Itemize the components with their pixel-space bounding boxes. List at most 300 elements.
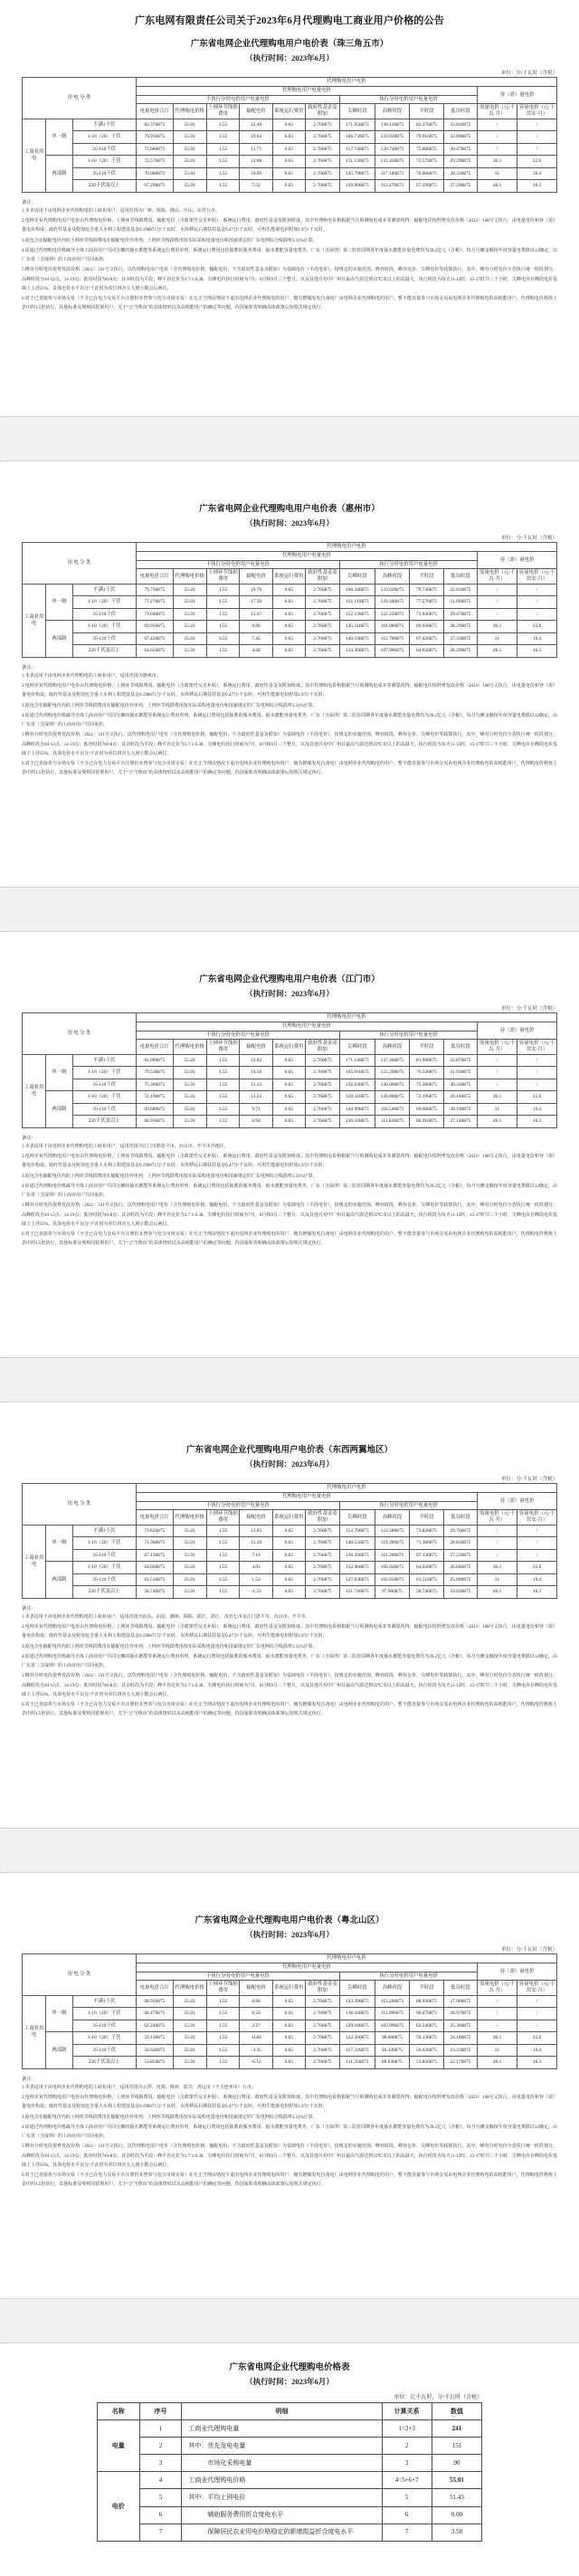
price-cell: 26.1 [478, 180, 517, 193]
price-cell: 31 [478, 1573, 517, 1586]
price-cell: 26.1 [478, 1586, 517, 1599]
price-table-row [23, 1054, 557, 1067]
header-col-gov-fund: 政府性基金及附加 [306, 1040, 340, 1055]
price-cell: 32.016875 [443, 584, 477, 596]
note-item: 1.本表适用于由电网企业代理购电的工商业用户，适用范围为惠州市。 [22, 673, 161, 679]
price-cell: 29.476875 [443, 608, 477, 621]
voltage-label: 35-110千伏 [72, 608, 136, 621]
price-cell: 68.936875 [410, 1995, 443, 2008]
price-cell: 151.136875 [340, 156, 375, 168]
price-cell: 11.39 [240, 1537, 272, 1550]
row-system-label: 两部制 [46, 1562, 72, 1599]
price-cell: 103.996875 [375, 2020, 410, 2032]
price-cell: 12.60 [240, 156, 272, 168]
price-cell: -1.23 [240, 1586, 272, 1599]
price-cell: 82.376875 [410, 119, 443, 131]
price-table-row [23, 2008, 557, 2020]
price-cell: 0.65 [272, 2020, 305, 2032]
price-cell: 55.01 [173, 621, 206, 633]
price-cell: 31 [478, 167, 517, 180]
price-cell: 0.65 [272, 1067, 305, 1079]
price-table-row [23, 2032, 557, 2045]
price-cell: 112.706875 [375, 632, 410, 645]
price-cell: 22.40 [240, 119, 272, 131]
price-cell: 1.55 [206, 584, 240, 596]
page-5 [0, 1873, 579, 2298]
price-cell: 16.3 [517, 1586, 557, 1599]
voltage-label: 35-110千伏 [72, 2020, 136, 2032]
voltage-label: 1-10（20）千伏 [72, 131, 136, 144]
header-col-transmission: 输配电价 [240, 1510, 272, 1526]
header-tou-group: 执行分时电价用户电量电价 [340, 1501, 478, 1510]
header-use-class: 用 电 分 类 [23, 1013, 137, 1055]
price-cell: 119.396875 [375, 1537, 410, 1550]
price-cell: / [478, 131, 517, 144]
price-cell: 55.01 [173, 632, 206, 645]
header-tou-group: 执行分时电价用户电量电价 [340, 560, 478, 569]
summary-no: 5 [139, 2489, 182, 2506]
price-cell: 144.996875 [340, 1103, 375, 1116]
price-cell: 1.55 [206, 1091, 240, 1104]
price-table [22, 1483, 557, 1599]
price-table-section [22, 36, 557, 314]
header-col-agency-price: 代理购电价格 [173, 1510, 206, 1526]
price-cell: 1.55 [206, 632, 240, 645]
price-cell: 36.1 [478, 1562, 517, 1574]
price-cell: 29.146875 [443, 1091, 477, 1104]
price-cell: 134.306875 [340, 645, 375, 658]
price-cell: 9.96 [240, 621, 272, 633]
price-cell: 2.766875 [306, 1116, 340, 1128]
price-cell: 36.1 [478, 156, 517, 168]
price-cell: 0.65 [272, 1537, 305, 1550]
price-cell: 53.856875 [410, 2057, 443, 2069]
price-cell: 55.01 [173, 167, 206, 180]
header-use-class: 用 电 分 类 [23, 543, 137, 585]
price-cell: 27.906875 [443, 1995, 477, 2008]
header-col-sharp-peak: 尖峰时段 [340, 1510, 375, 1526]
price-cell: 75.306875 [410, 1079, 443, 1091]
price-cell: 19.4 [517, 167, 557, 180]
summary-col-value: 数值 [432, 2403, 481, 2420]
price-cell: 55.01 [173, 156, 206, 168]
header-col-capacity-price: 容量电价（元/千伏安·月） [517, 569, 557, 585]
summary-relation: 2 [382, 2438, 432, 2455]
price-cell: 0.65 [272, 1054, 305, 1067]
price-cell: 2.766875 [306, 2044, 340, 2057]
price-cell: 6.94 [240, 1116, 272, 1128]
price-cell: 98.606875 [375, 2032, 410, 2045]
price-cell: 122.566875 [340, 2032, 375, 2045]
row-group-label: 工商业用电 [23, 584, 46, 657]
voltage-label: 1-10（20）千伏 [72, 2032, 136, 2045]
price-cell: 19.4 [517, 1573, 557, 1586]
price-cell: 55.01 [173, 645, 206, 658]
price-cell: 71.366875 [136, 1537, 173, 1550]
page-1 [0, 0, 579, 416]
price-cell: 24.036875 [443, 1586, 477, 1599]
price-cell: 23.236875 [443, 2044, 477, 2057]
price-table-section [22, 1913, 557, 2191]
price-cell: 165.916875 [340, 1067, 375, 1079]
price-cell: 0.65 [272, 143, 305, 156]
summary-table-header [97, 2403, 481, 2420]
price-table-row [23, 645, 557, 658]
summary-relation: 5 [382, 2489, 432, 2506]
summary-value: 90 [432, 2455, 481, 2472]
price-cell: 66.916875 [136, 1116, 173, 1128]
summary-detail: 辅助服务费用折合度电水平 [182, 2506, 382, 2524]
note-item: 1.本表适用于由电网企业代理购电的工商业用户，适用范围为汕头、汕尾、潮州、揭阳、阳江、湛江、茂名七市及江门恩平市、台山市、开平市。 [22, 1614, 310, 1620]
note-item: 1.本表适用于由电网企业代理购电的工商业用户，适用范围为广州、珠海、佛山、中山、东莞五市。 [22, 208, 220, 214]
price-cell: 2.766875 [306, 1573, 340, 1586]
price-cell: 1.55 [206, 131, 240, 144]
price-cell: / [517, 596, 557, 609]
price-table-row [23, 1537, 557, 1550]
notes-label: 备注： [22, 664, 36, 670]
voltage-label: 不满1千伏 [72, 584, 136, 596]
header-energy: 代理购电用户电量电价 [136, 1492, 477, 1501]
price-cell: 31.936875 [443, 1067, 477, 1079]
price-cell: 55.01 [173, 1091, 206, 1104]
price-table-row [23, 2020, 557, 2032]
price-cell: 2.766875 [306, 180, 340, 193]
price-cell: 2.766875 [306, 2008, 340, 2020]
price-cell: 1.55 [206, 2057, 240, 2069]
row-system-label: 两部制 [46, 2032, 72, 2069]
price-cell: 55.01 [173, 1079, 206, 1091]
header-col-gov-fund: 政府性基金及附加 [306, 1981, 340, 1996]
price-cell: 55.01 [173, 2032, 206, 2045]
price-table-row [23, 131, 557, 144]
header-col-gov-fund: 政府性基金及附加 [306, 104, 340, 119]
price-cell: 2.766875 [306, 1091, 340, 1104]
price-cell: / [517, 2008, 557, 2020]
price-cell: 1.54 [240, 1573, 272, 1586]
price-cell: 55.01 [173, 2020, 206, 2032]
note-item: 6.对于已直接参与市场交易（不含已在电力交易平台注册但未曾参与电力市场交易）在无正当理由情况下退出电网企业代理购电的用户、拥有燃煤发电自备电厂由电网企业代理购电的用户、暂不能直接参与市场交易由电网企业代理购电的高耗能用户，代理购电价格按上表中的1.5倍执行，其他标准及规则同常规用户。关于“正当理由”的具体情形以及高耗能用户的确定等问题，待国家和省明确具体政策后按相关规定执行。 [22, 1232, 557, 1247]
notes-block [22, 199, 557, 314]
price-cell: 82.376875 [136, 119, 173, 131]
price-cell: 116.966875 [375, 621, 410, 633]
unit-label: 单位：分/千瓦时（含税） [500, 1947, 557, 1953]
price-cell: / [478, 596, 517, 609]
price-cell: 19.4 [517, 1103, 557, 1116]
price-table-row [23, 1067, 557, 1079]
price-cell: 31 [478, 1103, 517, 1116]
header-col-sharp-peak: 尖峰时段 [340, 569, 375, 585]
main-title: 广东电网有限责任公司关于2023年6月代理购电工商业用户价格的公告 [134, 15, 445, 26]
price-cell: 1.55 [206, 167, 240, 180]
row-system-label: 单一制 [46, 584, 72, 621]
header-col-system-fee: 系统运行费用 [272, 1040, 305, 1055]
header-col-total: 电量电价合计 [136, 104, 173, 119]
price-cell: 24.186875 [443, 2032, 477, 2045]
note-item: 2.电网企业代理购电用户电价由代理购电价格、上网环节线损费用、输配电价（含政策性交叉补贴）、系统运行费用、政府性基金及附加组成。其中代理购电价格根据当月预测购电成本等测算所得；输配电价按照粤发改价格〔2023〕148号文执行，由电量电价和容（需）量电价构成；政府性基金及附加包含重大水利工程建设基金0.196875分/千瓦时，水库移民后期扶持基金0.47分/千瓦时，可再生能源电价附加1.9分/千瓦时。 [22, 1625, 557, 1640]
notes-label: 备注： [22, 1605, 36, 1611]
header-col-peak: 高峰时段 [375, 1981, 410, 1996]
price-cell: 67.426875 [136, 632, 173, 645]
price-cell: 36.1 [478, 621, 517, 633]
summary-value: 151 [432, 2438, 481, 2455]
price-cell: 55.01 [173, 2008, 206, 2020]
notes-list [22, 672, 557, 779]
price-cell: 9.71 [240, 1103, 272, 1116]
price-cell: 1.55 [206, 1054, 240, 1067]
header-col-demand-price: 需量电价（元/千瓦·月） [478, 1981, 517, 1996]
header-tou-group: 执行分时电价用户电量电价 [340, 95, 478, 104]
price-table-header [23, 1954, 557, 1996]
unit-label: 单位：分/千瓦时（含税） [500, 1006, 557, 1012]
voltage-label: 35-110千伏 [72, 1573, 136, 1586]
header-col-gov-fund: 政府性基金及附加 [306, 1510, 340, 1526]
price-cell: / [517, 608, 557, 621]
header-col-sharp-peak: 尖峰时段 [340, 104, 375, 119]
price-cell: 2.766875 [306, 167, 340, 180]
unit-label: 单位：分/千瓦时（含税） [500, 1477, 557, 1482]
price-cell: 2.766875 [306, 1103, 340, 1116]
header-col-valley: 低谷时段 [443, 1510, 477, 1526]
price-table-body [23, 1054, 557, 1127]
price-cell: 2.766875 [306, 156, 340, 168]
price-cell: 66.916875 [410, 1116, 443, 1128]
price-cell: 0.65 [272, 119, 305, 131]
notes-label: 备注： [22, 1135, 36, 1141]
note-item: 5.峰谷分时电价按粤发改价格〔2021〕331号文执行，以代理购电用户电价（含代理购电价格、输配电价，不含政府性基金及附加）为基础电价（平段电价），按规定的实施范围、峰谷时段、峰谷比价、尖峰电价等政策执行。其中，峰谷分时电价全省执行统一时段划分，高峰时段为10-12点、14-19点；低谷时段为0-8点；其余时段为平段；峰平谷比价为1.7:1:0.38。尖峰电价执行时间为7月、8月和9月三个整月，以及其他月份中广州日最高气温达到35℃及以上的高温天，执行时段为每天11-12时、15-17时共三个小时，尖峰电价在峰段电价基础上上浮25%。具体电价水平以分/千瓦时为单位四舍五入到小数点后两位。 [22, 1203, 557, 1227]
price-cell: 139.566875 [340, 1549, 375, 1562]
price-cell: 79.536875 [136, 1067, 173, 1079]
price-cell: 67.136875 [136, 1549, 173, 1562]
execution-time: （执行时间：2023年6月） [245, 989, 334, 998]
price-cell: 2.766875 [306, 621, 340, 633]
voltage-label: 1-10（20）千伏 [72, 1562, 136, 1574]
price-cell: 1.55 [206, 596, 240, 609]
summary-relation: 7 [382, 2524, 432, 2541]
price-cell: 4.68 [240, 645, 272, 658]
price-cell: 0.65 [272, 1103, 305, 1116]
header-flat-group: 不执行分时电价用户电量电价 [136, 1501, 339, 1510]
price-cell: 22.6 [517, 156, 557, 168]
note-item: 5.峰谷分时电价按粤发改价格〔2021〕331号文执行，以代理购电用户电价（含代理购电价格、输配电价，不含政府性基金及附加）为基础电价（平段电价），按规定的实施范围、峰谷时段、峰谷比价、尖峰电价等政策执行。其中，峰谷分时电价全省执行统一时段划分，高峰时段为10-12点、14-19点；低谷时段为0-8点；其余时段为平段；峰平谷比价为1.7:1:0.38。尖峰电价执行时间为7月、8月和9月三个整月，以及其他月份中广州日最高气温达到35℃及以上的高温天，执行时段为每天11-12时、15-17时共三个小时，尖峰电价在峰段电价基础上上浮25%。具体电价水平以分/千瓦时为单位四舍五入到小数点后两位。 [22, 268, 557, 291]
price-cell: 0.65 [272, 1079, 305, 1091]
price-cell: 15.33 [240, 1079, 272, 1091]
price-cell: 2.766875 [306, 584, 340, 596]
voltage-label: 220千伏及以上 [72, 1586, 136, 1599]
price-cell: 62.246875 [410, 2020, 443, 2032]
header-col-line-loss: 上网环节线损费用 [206, 1510, 240, 1526]
header-capacity-group: 容（需）量电价 [478, 86, 557, 104]
voltage-label: 1-10（20）千伏 [72, 596, 136, 609]
note-item: 3.原包含在输配电价内的上网环节线损费用在输配电价外单列，上网环节线损费用按实际采购电量电价和国家规定的广东电网综合线损率3.31%计算。 [22, 703, 318, 708]
price-cell: 55.01 [173, 1562, 206, 1574]
price-cell: 121.746875 [340, 1586, 375, 1599]
price-cell: 0.65 [272, 608, 305, 621]
price-cell: 68.936875 [136, 1995, 173, 2008]
price-cell: -0.84 [240, 2032, 272, 2045]
price-table-host-zhusanjiao [22, 36, 557, 314]
price-cell: 55.01 [173, 2057, 206, 2069]
page-gap [0, 887, 579, 932]
price-cell: 64.656875 [136, 645, 173, 658]
price-table [22, 1953, 557, 2069]
price-cell: 129.446875 [375, 596, 410, 609]
price-cell: 13.07 [240, 608, 272, 621]
header-col-flat: 平时段 [410, 1510, 443, 1526]
note-item: 3.原包含在输配电价内的上网环节线损费用在输配电价外单列，上网环节线损费用按实际采购电量电价和国家规定的广东电网综合线损率3.31%计算。 [22, 1644, 318, 1649]
price-cell: 139.106875 [340, 1116, 375, 1128]
notes-block [22, 2076, 557, 2191]
price-cell: 77.276875 [136, 596, 173, 609]
price-table-row [23, 1586, 557, 1599]
price-cell: 55.01 [173, 1586, 206, 1599]
voltage-label: 35-110千伏 [72, 1103, 136, 1116]
header-col-transmission: 输配电价 [240, 1981, 272, 1996]
header-col-valley: 低谷时段 [443, 1040, 477, 1055]
summary-value: 0.00 [432, 2506, 481, 2524]
voltage-label: 35-110千伏 [72, 2044, 136, 2057]
price-cell: 8.96 [240, 1995, 272, 2008]
price-cell: 1.55 [206, 1525, 240, 1537]
price-cell: 120.806875 [375, 1091, 410, 1104]
price-cell: 1.55 [206, 2020, 240, 2032]
header-col-transmission: 输配电价 [240, 104, 272, 119]
voltage-label: 35-110千伏 [72, 632, 136, 645]
execution-time: （执行时间：2023年6月） [245, 518, 334, 528]
price-cell: / [478, 1054, 517, 1067]
header-col-system-fee: 系统运行费用 [272, 1981, 305, 1996]
notes-list [22, 2084, 557, 2191]
price-cell: 79.536875 [410, 1067, 443, 1079]
header-use-class: 用 电 分 类 [23, 1484, 137, 1526]
price-cell: 0.65 [272, 1995, 305, 2008]
price-cell: -3.35 [240, 2044, 272, 2057]
price-cell: 0.65 [272, 596, 305, 609]
price-cell: 55.01 [173, 596, 206, 609]
header-col-capacity-price: 容量电价（元/千伏安·月） [517, 104, 557, 119]
price-cell: 2.766875 [306, 143, 340, 156]
header-col-flat: 平时段 [410, 104, 443, 119]
summary-detail: 工商业代理购电量 [182, 2420, 382, 2438]
summary-col-detail: 明细 [182, 2403, 382, 2420]
price-cell: 133.626875 [375, 584, 410, 596]
page-gap [0, 416, 579, 461]
header-col-demand-price: 需量电价（元/千瓦·月） [478, 569, 517, 585]
price-cell: 79.916875 [410, 131, 443, 144]
price-cell: 16.3 [517, 2057, 557, 2069]
price-cell: 61.516875 [136, 1573, 173, 1586]
price-cell: 31.096875 [443, 596, 477, 609]
price-table-body [23, 119, 557, 192]
header-flat-group: 不执行分时电价用户电量电价 [136, 1972, 339, 1981]
price-cell: 2.766875 [306, 1562, 340, 1574]
note-item: 6.对于已直接参与市场交易（不含已在电力交易平台注册但未曾参与电力市场交易）在无正当理由情况下退出电网企业代理购电的用户、拥有燃煤发电自备电厂由电网企业代理购电的用户、暂不能直接参与市场交易由电网企业代理购电的高耗能用户，代理购电价格按上表中的1.5倍执行，其他标准及规则同常规用户。关于“正当理由”的具体情形以及高耗能用户的确定等问题，待国家和省明确具体政策后按相关规定执行。 [22, 762, 557, 776]
price-cell: / [517, 143, 557, 156]
price-cell: 0.65 [272, 131, 305, 144]
header-capacity-group: 容（需）量电价 [478, 1022, 557, 1040]
price-cell: 0.65 [272, 1091, 305, 1104]
header-col-demand-price: 需量电价（元/千瓦·月） [478, 1040, 517, 1055]
header-energy: 代理购电用户电量电价 [136, 1022, 477, 1031]
price-cell: 2.766875 [306, 2032, 340, 2045]
price-cell: 71.366875 [410, 1537, 443, 1550]
note-item: 3.原包含在输配电价内的上网环节线损费用在输配电价外单列，上网环节线损费用按实际采购电量电价和国家规定的广东电网综合线损率3.31%计算。 [22, 238, 318, 243]
price-cell: 55.01 [173, 1573, 206, 1586]
price-cell: 55.01 [173, 2044, 206, 2057]
header-col-system-fee: 系统运行费用 [272, 104, 305, 119]
price-cell: 73.046875 [410, 608, 443, 621]
summary-relation: 1=2+3 [382, 2420, 432, 2438]
price-cell: 150.316875 [340, 1091, 375, 1104]
summary-group-name: 电量 [97, 2420, 139, 2472]
summary-value: 55.01 [432, 2472, 481, 2489]
price-cell: 2.766875 [306, 1586, 340, 1599]
price-cell: 140.196875 [340, 632, 375, 645]
price-cell: 171.956875 [340, 119, 375, 131]
price-cell: 19.4 [517, 2044, 557, 2057]
price-cell: 55.01 [173, 1537, 206, 1550]
price-cell: -6.12 [240, 2057, 272, 2069]
note-item: 4.原通过代理购电价格疏导全体工商业用户共同分摊的抽水蓄能等系统运行费用单列，系统运行费用包括抽蓄的服务费用、抽水蓄能容量电费等，广东（含深圳）第三监管周期各年度抽水蓄能容量电费均为39.2亿元（含税），每月分摊金额按年度容量电费除以12确定，由广东省（含深圳）的工商业用户共同承担。 [22, 1183, 557, 1198]
price-cell: / [478, 1067, 517, 1079]
page-3 [0, 932, 579, 1357]
price-cell: 75.686875 [136, 143, 173, 156]
header-energy: 代理购电用户电量电价 [136, 551, 477, 560]
price-table-row [23, 1116, 557, 1128]
price-cell: 2.766875 [306, 2057, 340, 2069]
summary-row [97, 2472, 481, 2489]
price-cell: 143.396875 [340, 1995, 375, 2008]
price-cell: 53.856875 [136, 2057, 173, 2069]
row-system-label: 单一制 [46, 1525, 72, 1562]
summary-row [97, 2420, 481, 2438]
summary-col-no: 序号 [139, 2403, 182, 2420]
note-item: 3.原包含在输配电价内的上网环节线损费用在输配电价外单列，上网环节线损费用按实际采购电量电价和国家规定的广东电网综合线损率3.31%计算。 [22, 2115, 318, 2120]
price-cell: 1.55 [206, 2008, 240, 2020]
header-col-transmission: 输配电价 [240, 569, 272, 585]
header-col-demand-price: 需量电价（元/千瓦·月） [478, 104, 517, 119]
voltage-label: 不满1千伏 [72, 119, 136, 131]
price-cell: / [478, 119, 517, 131]
price-cell: 1.55 [206, 2032, 240, 2045]
header-col-capacity-price: 容量电价（元/千伏安·月） [517, 1040, 557, 1055]
price-table-row [23, 1562, 557, 1574]
summary-no: 2 [139, 2438, 182, 2455]
header-top: 代理购电用户电价 [136, 543, 556, 552]
price-cell: / [478, 1525, 517, 1537]
row-system-label: 单一制 [46, 119, 72, 156]
note-item: 1.本表适用于由电网企业代理购电的工商业用户，适用范围为云浮、河源、梅州、韶关、清远市（不含连州市）五市。 [22, 2085, 256, 2090]
header-col-sharp-peak: 尖峰时段 [340, 1040, 375, 1055]
price-cell: 28.836875 [443, 1537, 477, 1550]
price-cell: 138.166875 [340, 2008, 375, 2020]
price-cell: 19.76 [240, 584, 272, 596]
header-col-line-loss: 上网环节线损费用 [206, 569, 240, 585]
notes-block [22, 1135, 557, 1250]
summary-no: 7 [139, 2524, 182, 2541]
unit-label: 单位：分/千瓦时（含税） [500, 71, 557, 76]
price-cell: 66.476875 [136, 2008, 173, 2020]
price-cell: 1.55 [206, 1586, 240, 1599]
price-cell: 7.16 [240, 1549, 272, 1562]
price-cell: 111.096875 [375, 2008, 410, 2020]
voltage-label: 1-10（20）千伏 [72, 1067, 136, 1079]
price-cell: / [517, 1537, 557, 1550]
header-top: 代理购电用户电价 [136, 1484, 556, 1493]
voltage-label: 不满1千伏 [72, 1995, 136, 2008]
note-item: 6.对于已直接参与市场交易（不含已在电力交易平台注册但未曾参与电力市场交易）在无正当理由情况下退出电网企业代理购电的用户、拥有燃煤发电自备电厂由电网企业代理购电的用户、暂不能直接参与市场交易由电网企业代理购电的高耗能用户，代理购电价格按上表中的1.5倍执行，其他标准及规则同常规用户。关于“正当理由”的具体情形以及高耗能用户的确定等问题，待国家和省明确具体政策后按相关规定执行。 [22, 1703, 557, 1717]
row-system-label: 两部制 [46, 156, 72, 193]
price-cell: 117.226875 [340, 2044, 375, 2057]
